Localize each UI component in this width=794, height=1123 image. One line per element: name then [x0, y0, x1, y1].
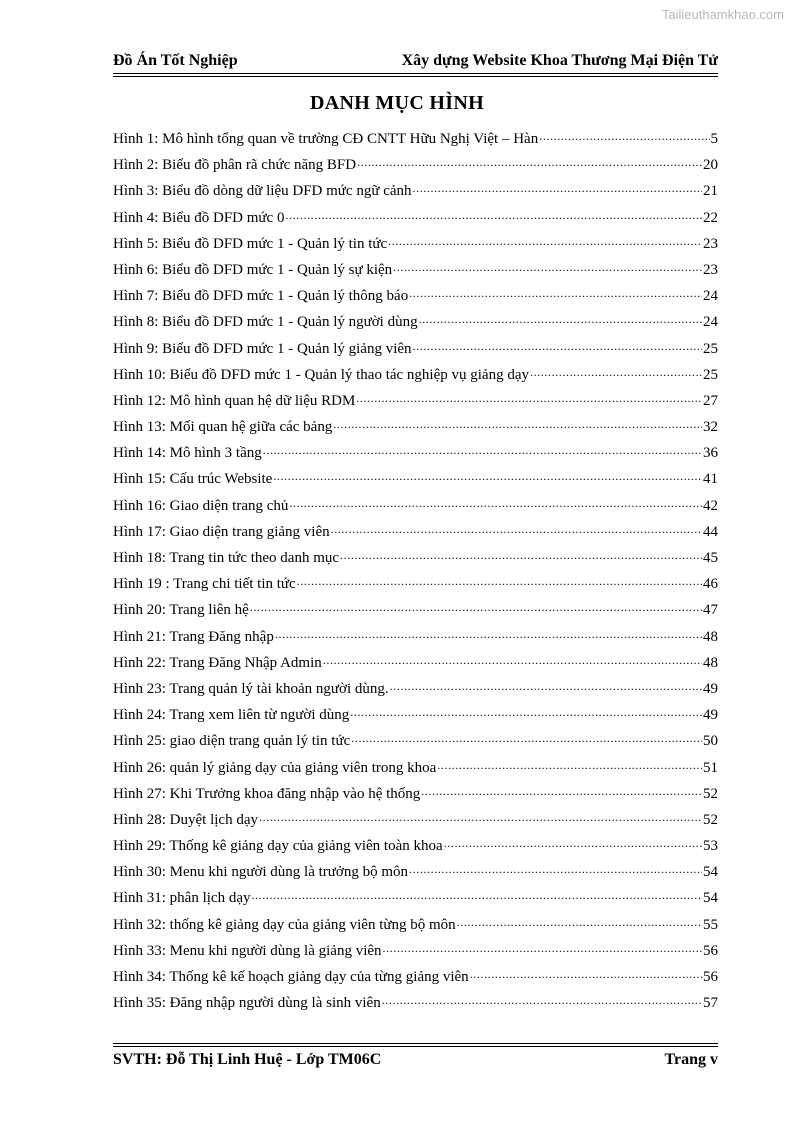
toc-entry-page: 46: [703, 576, 718, 593]
toc-entry-label: Hình 1: Mô hình tổng quan về trường CĐ CNTT Hữu Nghị Việt – Hàn: [113, 131, 539, 147]
toc-entry-page: 48: [703, 628, 718, 645]
toc-entry-label: Hình 5: Biểu đồ DFD mức 1 - Quản lý tin tức: [113, 235, 388, 252]
dot-leader: [444, 830, 702, 856]
watermark: Tailieuthamkhao.com: [661, 7, 784, 22]
dot-leader: [273, 463, 702, 489]
toc-entry-page: 5: [710, 131, 718, 147]
dot-leader: [351, 725, 702, 751]
dot-leader: [539, 123, 709, 149]
toc-entry-page: 54: [703, 890, 718, 907]
toc-entry-label: Hình 13: Mối quan hệ giữa các bảng: [113, 419, 333, 436]
dot-leader: [275, 621, 702, 647]
toc-entry-page: 20: [703, 157, 718, 174]
toc-entry-label: Hình 14: Mô hình 3 tầng: [113, 445, 262, 462]
dot-leader: [409, 856, 702, 882]
dot-leader: [250, 594, 702, 620]
dot-leader: [289, 490, 702, 516]
toc-entry-page: 55: [703, 916, 718, 933]
toc-entry-page: 22: [703, 209, 718, 226]
toc-entry-page: 24: [703, 288, 718, 305]
dot-leader: [340, 542, 702, 568]
toc-entry-label: Hình 19 : Trang chi tiết tin tức: [113, 576, 296, 593]
toc-entry-label: Hình 32: thống kê giảng dạy của giảng viên từng bộ môn: [113, 916, 456, 933]
dot-leader: [356, 385, 702, 411]
dot-leader: [331, 516, 702, 542]
toc-entry-page: 23: [703, 261, 718, 278]
dot-leader: [413, 175, 702, 201]
toc-entry-page: 21: [703, 183, 718, 200]
toc-entry-page: 54: [703, 864, 718, 881]
toc-entry-label: Hình 3: Biểu đồ dòng dữ liệu DFD mức ngữ cảnh: [113, 183, 412, 200]
toc-entry-page: 49: [703, 680, 718, 697]
toc-entry-page: 56: [703, 969, 718, 985]
toc-entry-label: Hình 10: Biểu đồ DFD mức 1 - Quản lý thao tác nghiệp vụ giảng dạy: [113, 366, 529, 383]
toc-entry-label: Hình 20: Trang liên hệ: [113, 602, 249, 619]
dot-leader: [437, 752, 702, 778]
dot-leader: [297, 568, 702, 594]
dot-leader: [263, 437, 702, 463]
toc-entry-page: 44: [703, 523, 718, 540]
dot-leader: [421, 778, 702, 804]
toc-entry-page: 56: [703, 942, 718, 959]
dot-leader: [419, 306, 702, 332]
toc-entry-page: 47: [703, 602, 718, 619]
toc-entry-page: 53: [703, 838, 718, 855]
dot-leader: [259, 804, 702, 830]
dot-leader: [530, 359, 702, 385]
toc-entry-page: 49: [703, 707, 718, 724]
toc-entry-label: Hình 7: Biểu đồ DFD mức 1 - Quản lý thông báo: [113, 288, 409, 305]
toc-entry-page: 45: [703, 550, 718, 566]
toc-entry-page: 24: [703, 314, 718, 331]
toc-entry-label: Hình 28: Duyệt lịch dạy: [113, 811, 258, 828]
header-right-text: Xây dựng Website Khoa Thương Mại Điện Tử: [401, 52, 718, 69]
toc-entry-label: Hình 33: Menu khi người dùng là giảng viên: [113, 942, 382, 959]
toc-entry-page: 25: [703, 340, 718, 357]
toc-entry-label: Hình 26: quản lý giảng dạy của giảng viên trong khoa: [113, 759, 437, 776]
dot-leader: [350, 699, 702, 725]
dot-leader: [393, 254, 702, 280]
toc-entry-page: 50: [703, 733, 718, 750]
dot-leader: [357, 149, 702, 175]
toc-entry-page: 41: [703, 471, 718, 488]
dot-leader: [390, 673, 702, 699]
toc-entry-label: Hình 34: Thống kê kế hoạch giảng dạy của từng giảng viên: [113, 969, 469, 985]
toc-entry-page: 51: [703, 759, 718, 776]
toc-entry-page: 27: [703, 392, 718, 409]
toc-entry-page: 52: [703, 785, 718, 802]
dot-leader: [457, 909, 702, 935]
toc-entry-label: Hình 30: Menu khi người dùng là trưởng bộ môn: [113, 864, 409, 881]
toc-entry-label: Hình 4: Biểu đồ DFD mức 0: [113, 209, 285, 226]
dot-leader: [409, 280, 702, 306]
toc-entry-label: Hình 27: Khi Trưởng khoa đăng nhập vào hệ thống: [113, 785, 421, 802]
toc-entry-label: Hình 25: giao diện trang quản lý tin tức: [113, 733, 351, 750]
toc-entry-label: Hình 17: Giao diện trang giảng viên: [113, 523, 330, 540]
toc-entry-label: Hình 2: Biểu đồ phân rã chức năng BFD: [113, 157, 357, 174]
page-header: [113, 48, 718, 70]
dot-leader: [383, 935, 702, 961]
footer-author: SVTH: Đỗ Thị Linh Huệ - Lớp TM06C: [113, 1051, 382, 1068]
footer-page-number: Trang v: [664, 1051, 718, 1068]
toc-entry-page: 42: [703, 497, 718, 514]
toc-entry-label: Hình 22: Trang Đăng Nhập Admin: [113, 654, 322, 671]
toc-entry-page: 25: [703, 366, 718, 383]
toc-entry-label: Hình 16: Giao diện trang chủ: [113, 497, 289, 514]
dot-leader: [470, 961, 702, 987]
toc-entry-label: Hình 15: Cấu trúc Website: [113, 471, 273, 488]
dot-leader: [388, 228, 702, 254]
figure-list: [113, 126, 718, 1016]
toc-entry-label: Hình 23: Trang quản lý tài khoản người dùng.: [113, 680, 389, 697]
toc-entry-label: Hình 18: Trang tin tức theo danh mục: [113, 550, 340, 566]
dot-leader: [285, 202, 702, 228]
dot-leader: [382, 987, 702, 1013]
toc-entry-label: Hình 24: Trang xem liên từ người dùng: [113, 707, 350, 724]
header-divider: [113, 73, 718, 77]
footer-divider: [113, 1043, 718, 1047]
toc-entry-page: 36: [703, 445, 718, 462]
toc-entry-label: Hình 31: phân lịch dạy: [113, 890, 251, 907]
toc-entry-page: 57: [703, 995, 718, 1012]
dot-leader: [323, 647, 702, 673]
toc-entry-label: Hình 35: Đăng nhập người dùng là sinh viên: [113, 995, 381, 1012]
toc-entry-page: 32: [703, 419, 718, 436]
toc-entry-label: Hình 21: Trang Đăng nhập: [113, 628, 274, 645]
toc-entry-label: Hình 29: Thống kê giảng dạy của giảng viên toàn khoa: [113, 838, 443, 855]
toc-entry-page: 48: [703, 654, 718, 671]
toc-entry-label: Hình 12: Mô hình quan hệ dữ liệu RDM: [113, 392, 356, 409]
header-left-text: Đồ Án Tốt Nghiệp: [113, 52, 238, 69]
page-title: DANH MỤC HÌNH: [310, 92, 484, 114]
toc-entry-page: 23: [703, 235, 718, 252]
toc-entry-label: Hình 9: Biểu đồ DFD mức 1 - Quản lý giảng viên: [113, 340, 412, 357]
dot-leader: [333, 411, 702, 437]
page-footer: [113, 1049, 718, 1071]
dot-leader: [413, 333, 702, 359]
toc-entry[interactable]: [113, 990, 718, 1016]
toc-entry-label: Hình 6: Biểu đồ DFD mức 1 - Quản lý sự kiện: [113, 261, 393, 278]
toc-entry-page: 52: [703, 811, 718, 828]
dot-leader: [251, 882, 702, 908]
toc-entry-label: Hình 8: Biểu đồ DFD mức 1 - Quản lý người dùng: [113, 314, 418, 331]
